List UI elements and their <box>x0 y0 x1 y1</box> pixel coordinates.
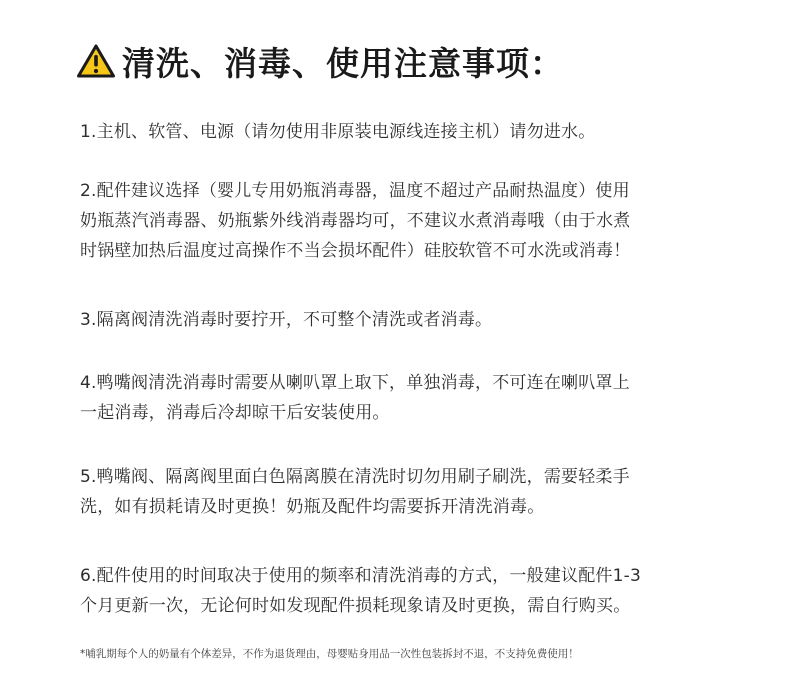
notice-line: 时锅壁加热后温度过高操作不当会损坏配件）硅胶软管不可水洗或消毒！ <box>80 241 631 261</box>
notice-line: 2.配件建议选择（婴儿专用奶瓶消毒器，温度不超过产品耐热温度）使用 <box>80 181 630 201</box>
notice-line: 一起消毒，消毒后冷却晾干后安装使用。 <box>80 403 390 423</box>
notice-line: 洗，如有损耗请及时更换！奶瓶及配件均需要拆开清洗消毒。 <box>80 497 545 517</box>
notice-item-5 <box>80 462 720 522</box>
notice-line: 4.鸭嘴阀清洗消毒时需要从喇叭罩上取下，单独消毒，不可连在喇叭罩上 <box>80 373 630 393</box>
notice-item-4 <box>80 368 720 428</box>
notice-line: 6.配件使用的时间取决于使用的频率和清洗消毒的方式，一般建议配件1-3 <box>80 566 641 586</box>
notice-line: 3.隔离阀清洗消毒时要拧开，不可整个清洗或者消毒。 <box>80 310 493 330</box>
notice-item-3 <box>80 305 720 335</box>
notice-line: 1.主机、软管、电源（请勿使用非原装电源线连接主机）请勿进水。 <box>80 122 596 142</box>
notice-line: 个月更新一次，无论何时如发现配件损耗现象请及时更换，需自行购买。 <box>80 596 631 616</box>
notice-item-2 <box>80 176 720 266</box>
notice-item-6 <box>80 561 720 621</box>
notice-item-1 <box>80 117 720 147</box>
notice-line: 奶瓶蒸汽消毒器、奶瓶紫外线消毒器均可，不建议水煮消毒哦（由于水煮 <box>80 211 631 231</box>
footnote: *哺乳期每个人的奶量有个体差异，不作为退货理由，母婴贴身用品一次性包装拆封不退，不支持免费使用！ <box>80 648 579 660</box>
notice-line: 5.鸭嘴阀、隔离阀里面白色隔离膜在清洗时切勿用刷子刷洗，需要轻柔手 <box>80 467 630 487</box>
warning-icon <box>76 43 116 79</box>
title-row <box>76 38 564 84</box>
page-title: 清洗、消毒、使用注意事项： <box>122 43 564 83</box>
